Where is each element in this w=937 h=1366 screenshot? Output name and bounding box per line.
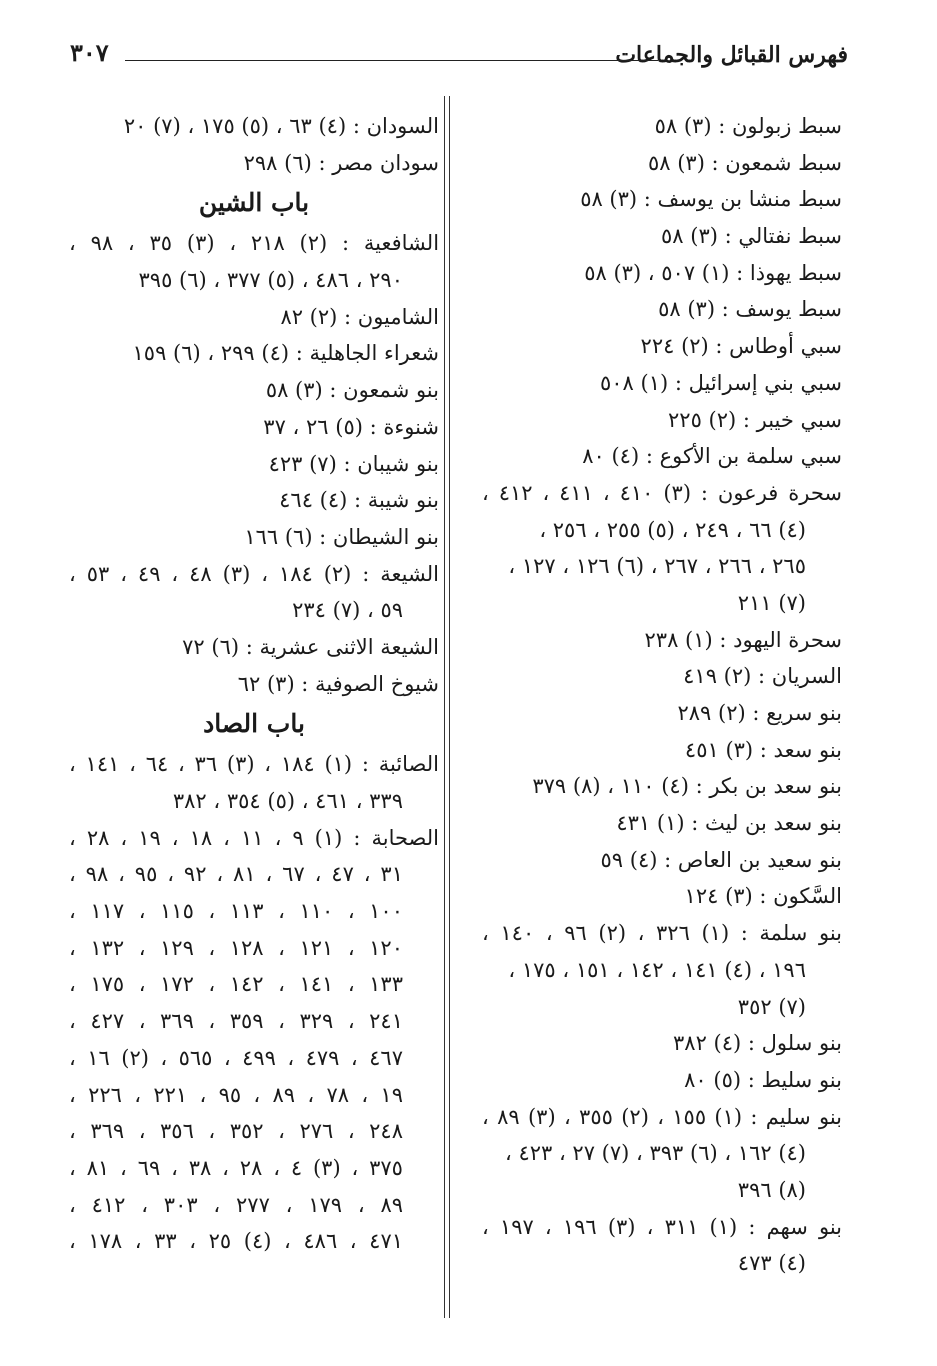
index-entry: السريان : (٢) ٤١٩ xyxy=(683,664,842,689)
index-entry-continuation: ٨٩ ، ١٧٩ ، ٢٧٧ ، ٣٠٣ ، ٤١٢ ، xyxy=(69,1192,404,1217)
index-entry-continuation: ١٩٦ ، (٤) ١٤١ ، ١٤٢ ، ١٥١ ، ١٧٥ ، xyxy=(508,957,806,982)
index-entry: سحرة اليهود : (١) ٢٣٨ xyxy=(644,627,842,652)
index-entry-continuation: ٢٩٠ ، ٤٨٦ ، (٥) ٣٧٧ ، (٦) ٣٩٥ xyxy=(138,268,403,293)
index-entry: بنو سليم : (١) ١٥٥ ، (٢) ٣٥٥ ، (٣) ٨٩ ، xyxy=(482,1104,842,1129)
index-entry: الشاميون : (٢) ٨٢ xyxy=(280,304,439,329)
index-entry: الشيعة : (٢) ١٨٤ ، (٣) ٤٨ ، ٤٩ ، ٥٣ ، xyxy=(69,561,439,586)
index-entry-continuation: ٣١ ، ٤٧ ، ٦٧ ، ٨١ ، ٩٢ ، ٩٥ ، ٩٨ ، xyxy=(69,862,403,887)
index-entry: سبي بني إسرائيل : (١) ٥٠٨ xyxy=(599,370,842,395)
index-entry: سبط منشا بن يوسف : (٣) ٥٨ xyxy=(580,187,842,212)
index-entry-continuation: ٤٦٧ ، ٤٧٩ ، ٤٩٩ ، ٥٦٥ ، (٢) ١٦ ، xyxy=(69,1045,403,1070)
index-entry: الشيعة الاثنى عشرية : (٦) ٧٢ xyxy=(182,634,439,659)
index-entry: سبط يوسف : (٣) ٥٨ xyxy=(658,297,842,322)
index-entry-continuation: (٨) ٣٩٦ xyxy=(737,1177,806,1202)
index-entry: سبط زبولون : (٣) ٥٨ xyxy=(654,114,842,138)
index-entry-continuation: (٤) ٦٦ ، ٢٤٩ ، (٥) ٢٥٥ ، ٢٥٦ ، xyxy=(539,517,806,542)
index-entry-continuation: ١٠٠ ، ١١٠ ، ١١٣ ، ١١٥ ، ١١٧ ، xyxy=(69,899,403,924)
index-entry: شيوخ الصوفية : (٣) ٦٢ xyxy=(237,671,439,696)
index-entry: سبي خيبر : (٢) ٢٢٥ xyxy=(668,407,842,432)
index-entry: السودان : (٤) ٦٣ ، (٥) ١٧٥ ، (٧) ٢٠ xyxy=(123,114,439,138)
index-entry-continuation: ١٢٠ ، ١٢١ ، ١٢٨ ، ١٢٩ ، ١٣٢ ، xyxy=(69,935,403,960)
section-heading: باب الشين xyxy=(198,188,310,218)
index-entry: الصائبة : (١) ١٨٤ ، (٣) ٣٦ ، ٦٤ ، ١٤١ ، xyxy=(69,752,439,777)
index-entry-continuation: ٢٦٥ ، ٢٦٦ ، ٢٦٧ ، (٦) ١٢٦ ، ١٢٧ ، xyxy=(508,554,806,579)
index-entry: بنو سعد بن ليث : (١) ٤٣١ xyxy=(616,811,842,836)
index-entry-continuation: ٤٧١ ، ٤٨٦ ، (٤) ٢٥ ، ٣٣ ، ١٧٨ ، xyxy=(69,1229,404,1254)
index-entry: سبط يهوذا : (١) ٥٠٧ ، (٣) ٥٨ xyxy=(584,260,842,285)
index-entry-continuation: (٤) ١٦٢ ، (٦) ٣٩٣ ، (٧) ٢٧ ، ٤٢٣ ، xyxy=(504,1141,806,1166)
index-entry-continuation: ٥٩ ، (٧) ٢٣٤ xyxy=(292,598,403,623)
index-entry: سبط نفتالي : (٣) ٥٨ xyxy=(661,224,842,249)
index-entry: السَّكون : (٣) ١٢٤ xyxy=(684,884,842,909)
index-entry: بنو سريع : (٢) ٢٨٩ xyxy=(677,701,842,725)
index-entry: شنوءة : (٥) ٢٦ ، ٣٧ xyxy=(263,414,439,439)
index-entry: الصحابة : (١) ٩ ، ١١ ، ١٨ ، ١٩ ، ٢٨ ، xyxy=(69,825,439,850)
index-entry: بنو سعد : (٣) ٤٥١ xyxy=(684,737,842,762)
page-header xyxy=(70,38,848,74)
index-entry-continuation: ٣٧٥ ، (٣) ٤ ، ٢٨ ، ٣٨ ، ٦٩ ، ٨١ ، xyxy=(69,1155,403,1180)
index-entry: بنو سعيد بن العاص : (٤) ٥٩ xyxy=(600,847,842,872)
index-entry-continuation: ١٩ ، ٧٨ ، ٨٩ ، ٩٥ ، ٢٢١ ، ٢٢٦ ، xyxy=(69,1082,403,1107)
index-entry-continuation: ٢٤١ ، ٣٢٩ ، ٣٥٩ ، ٣٦٩ ، ٤٢٧ ، xyxy=(69,1009,403,1034)
index-entry: بنو شمعون : (٣) ٥٨ xyxy=(265,378,439,403)
index-entry: بنو سلول : (٤) ٣٨٢ xyxy=(673,1031,842,1056)
index-entry: بنو سعد بن بكر : (٤) ١١٠ ، (٨) ٣٧٩ xyxy=(532,774,842,799)
index-entry-continuation: (٤) ٤٧٣ xyxy=(737,1251,806,1276)
right-column xyxy=(482,108,842,1282)
index-entry: شعراء الجاهلية : (٤) ٢٩٩ ، (٦) ١٥٩ xyxy=(132,341,439,366)
page-number: ٣٠٧ xyxy=(70,38,109,67)
index-entry: سبي سلمة بن الأكوع : (٤) ٨٠ xyxy=(582,444,842,469)
section-heading: باب الصاد xyxy=(203,709,305,739)
index-entry: بنو سلمة : (١) ٣٢٦ ، (٢) ٩٦ ، ١٤٠ ، xyxy=(482,921,842,946)
index-entry: بنو سهم : (١) ٣١١ ، (٣) ١٩٦ ، ١٩٧ ، xyxy=(482,1214,842,1239)
column-divider xyxy=(444,96,445,1318)
left-column xyxy=(69,108,439,1260)
index-entry-continuation: ٣٣٩ ، ٤٦١ ، (٥) ٣٥٤ ، ٣٨٢ xyxy=(172,789,403,813)
index-entry: سبي أوطاس : (٢) ٢٢٤ xyxy=(640,334,842,359)
index-entry: بنو سليط : (٥) ٨٠ xyxy=(684,1067,842,1092)
header-rule xyxy=(125,60,658,61)
index-entry-continuation: ١٣٣ ، ١٤١ ، ١٤٢ ، ١٧٢ ، ١٧٥ ، xyxy=(69,972,403,997)
index-entry: سبط شمعون : (٣) ٥٨ xyxy=(647,150,842,175)
index-entry: بنو شيبان : (٧) ٤٢٣ xyxy=(268,451,439,476)
index-entry: سودان مصر : (٦) ٢٩٨ xyxy=(243,150,439,175)
index-entry: الشافعية : (٢) ٢١٨ ، (٣) ٣٥ ، ٩٨ ، xyxy=(69,231,439,256)
index-entry-continuation: ٢٤٨ ، ٢٧٦ ، ٣٥٢ ، ٣٥٦ ، ٣٦٩ ، xyxy=(69,1119,403,1144)
column-divider xyxy=(449,96,450,1318)
index-entry-continuation: (٧) ٢١١ xyxy=(737,590,806,615)
index-entry: بنو الشيطان : (٦) ١٦٦ xyxy=(244,524,439,549)
index-entry: سحرة فرعون : (٣) ٤١٠ ، ٤١١ ، ٤١٢ ، xyxy=(482,480,842,505)
index-entry: بنو شيبة : (٤) ٤٦٤ xyxy=(279,488,439,513)
running-title: فهرس القبائل والجماعات xyxy=(615,42,848,68)
index-entry-continuation: (٧) ٣٥٢ xyxy=(737,994,806,1019)
